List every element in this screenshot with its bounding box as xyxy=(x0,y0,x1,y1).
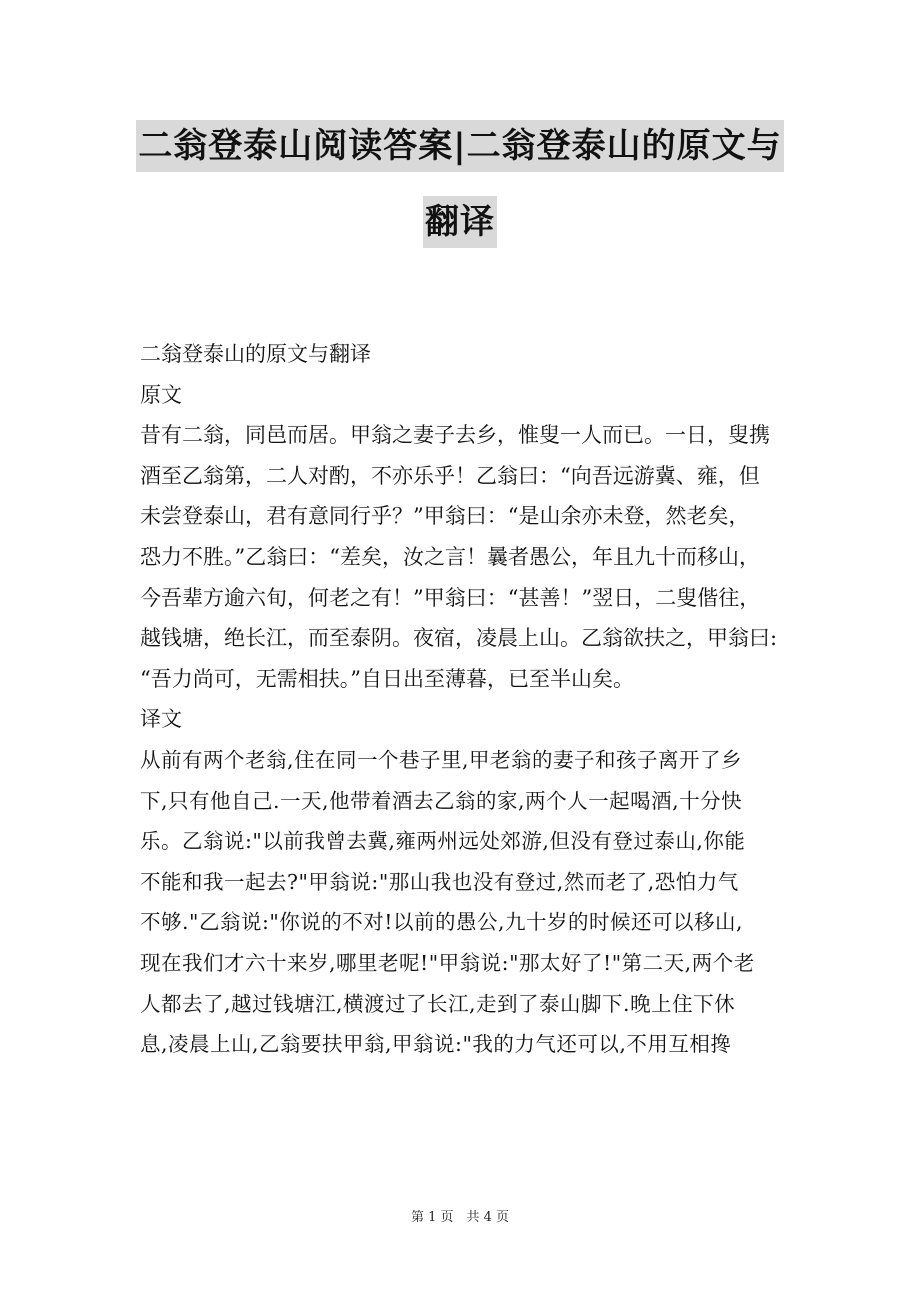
original-line: 今吾辈方逾六旬，何老之有！”甲翁曰：“甚善！”翌日，二叟偕往， xyxy=(140,585,761,610)
title-line-1: 二翁登泰山阅读答案|二翁登泰山的原文与 xyxy=(136,120,783,172)
original-line: 越钱塘，绝长江，而至泰阴。夜宿，凌晨上山。乙翁欲扶之，甲翁曰: xyxy=(140,626,778,651)
translation-text xyxy=(140,740,790,1065)
translation-line: 人都去了,越过钱塘江,横渡过了长江,走到了泰山脚下.晚上住下休 xyxy=(140,991,736,1016)
original-line: 恐力不胜。”乙翁曰：“差矣，汝之言！曩者愚公，年且九十而移山， xyxy=(140,544,760,569)
subtitle: 二翁登泰山的原文与翻译 xyxy=(140,342,371,366)
title-line-2: 翻译 xyxy=(423,196,497,248)
original-heading: 原文 xyxy=(140,382,182,407)
original-text xyxy=(140,415,790,699)
translation-line: 现在我们才六十来岁,哪里老呢!"甲翁说:"那太好了!"第二天,两个老 xyxy=(140,950,755,975)
translation-line: 不够."乙翁说:"你说的不对!以前的愚公,九十岁的时候还可以移山, xyxy=(140,910,744,935)
original-line: “吾力尚可，无需相扶。”自日出至薄暮，已至半山矣。 xyxy=(140,666,634,691)
page-footer: 第 1 页 共 4 页 xyxy=(410,1210,510,1225)
translation-line: 乐。乙翁说:"以前我曾去冀,雍两州远处郊游,但没有登过泰山,你能 xyxy=(140,829,746,854)
translation-line: 从前有两个老翁,住在同一个巷子里,甲老翁的妻子和孩子离开了乡 xyxy=(140,747,743,772)
document-title xyxy=(0,120,920,248)
translation-line: 下,只有他自己.一天,他带着酒去乙翁的家,两个人一起喝酒,十分快 xyxy=(140,788,743,813)
translation-line: 不能和我一起去?"甲翁说:"那山我也没有登过,然而老了,恐怕力气 xyxy=(140,869,739,894)
document-body xyxy=(140,334,790,1065)
original-line: 酒至乙翁第，二人对酌，不亦乐乎！乙翁曰：“向吾远游冀、雍，但 xyxy=(140,463,760,488)
translation-heading: 译文 xyxy=(140,707,182,732)
translation-line: 息,凌晨上山,乙翁要扶甲翁,甲翁说:"我的力气还可以,不用互相搀 xyxy=(140,1032,732,1057)
original-line: 未尝登泰山，君有意同行乎？”甲翁曰：“是山余亦未登，然老矣， xyxy=(140,504,750,529)
original-line: 昔有二翁，同邑而居。甲翁之妻子去乡，惟叟一人而已。一日，叟携 xyxy=(140,423,770,448)
